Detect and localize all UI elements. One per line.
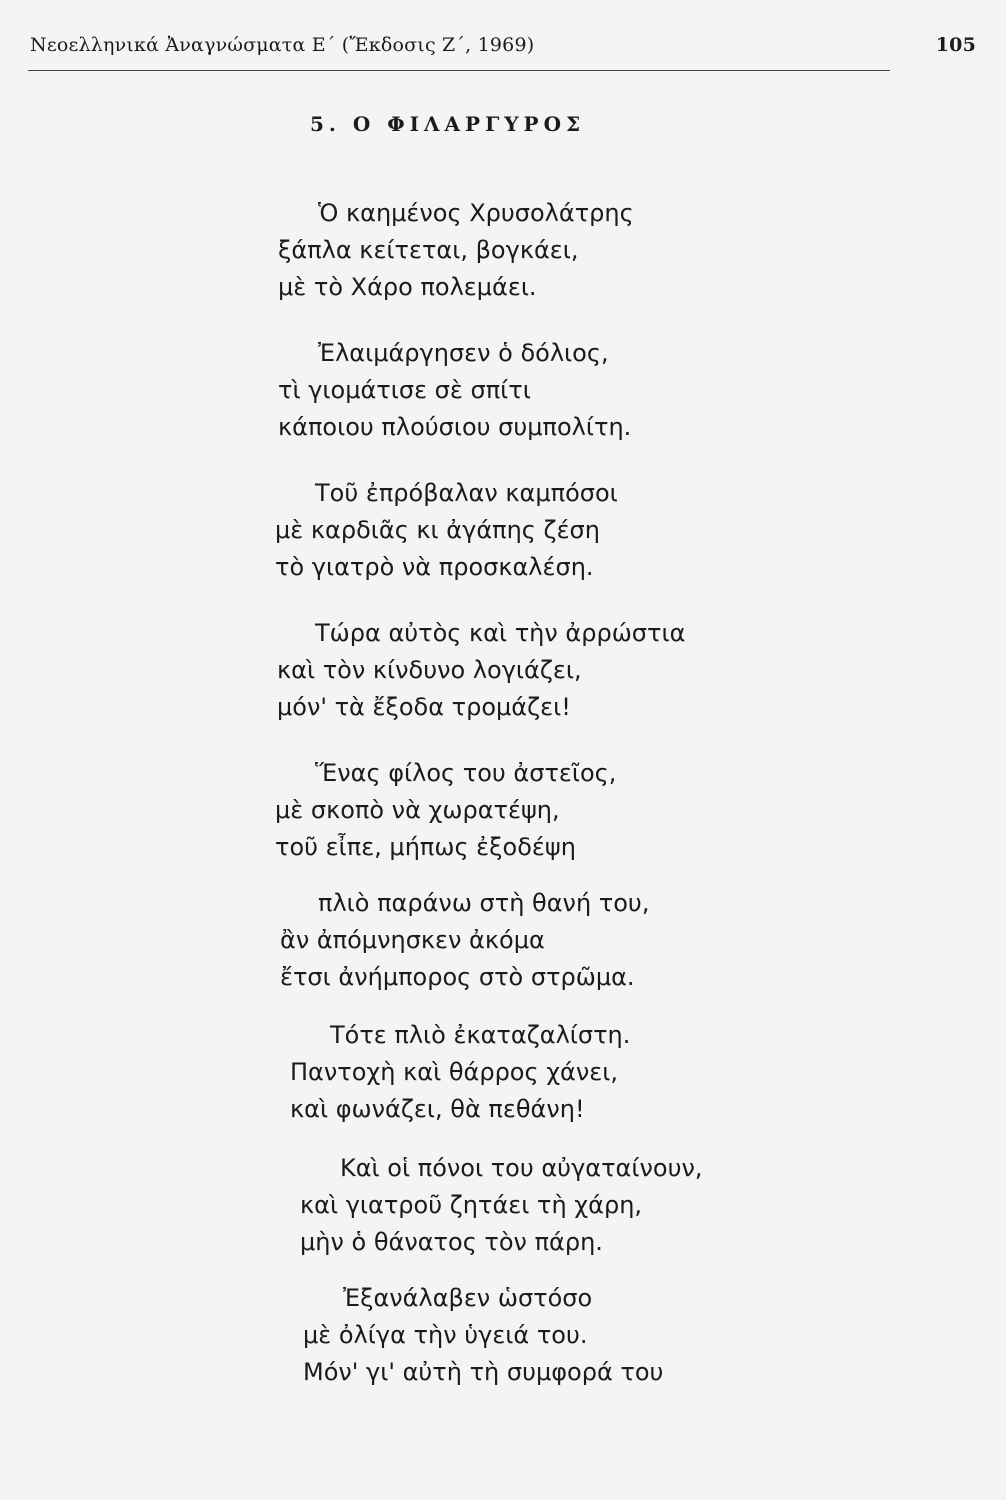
poem-line: ἔτσι ἀνήμπορος στὸ στρῶμα. <box>280 963 635 991</box>
poem-line: Τοῦ ἐπρόβαλαν καμπόσοι <box>315 479 618 507</box>
poem-line: μὴν ὁ θάνατος τὸν πάρη. <box>300 1228 603 1256</box>
poem-line: καὶ φωνάζει, θὰ πεθάνη! <box>290 1095 585 1123</box>
poem-line: μὲ τὸ Χάρο πολεμάει. <box>278 273 537 301</box>
poem-line: μόν' τὰ ἔξοδα τρομάζει! <box>277 693 571 721</box>
poem-line: πλιὸ παράνω στὴ θανή του, <box>318 889 650 917</box>
poem-line: μὲ σκοπὸ νὰ χωρατέψη, <box>275 796 560 824</box>
running-header <box>30 34 976 64</box>
poem-line: Μόν' γι' αὐτὴ τὴ συμφορά του <box>303 1358 664 1386</box>
poem-line: ἂν ἀπόμνησκεν ἀκόμα <box>280 926 545 954</box>
poem-line: μὲ ὀλίγα τὴν ὑγειά του. <box>303 1321 588 1349</box>
poem-line: τὶ γιομάτισε σὲ σπίτι <box>278 376 531 404</box>
header-rule <box>28 70 890 71</box>
poem-title: 5. Ο ΦΙΛΑΡΓΥΡΟΣ <box>310 112 586 136</box>
page-number: 105 <box>935 34 976 56</box>
poem-line: καὶ τὸν κίνδυνο λογιάζει, <box>277 656 582 684</box>
poem-line: Ἕνας φίλος του ἀστεῖος, <box>315 759 617 787</box>
poem-line: κάποιου πλούσιου συμπολίτη. <box>278 413 632 441</box>
poem-line: Τότε πλιὸ ἐκαταζαλίστη. <box>330 1021 631 1049</box>
poem-line: Ἐλαιμάργησεν ὁ δόλιος, <box>318 339 609 367</box>
poem-line: Παντοχὴ καὶ θάρρος χάνει, <box>290 1058 619 1086</box>
poem-line: μὲ καρδιᾶς κι ἀγάπης ζέση <box>275 516 600 544</box>
poem-line: Ἐξανάλαβεν ὡστόσο <box>343 1284 593 1312</box>
running-title: Νεοελληνικά Ἀναγνώσματα Ε΄ (Ἔκδοσις Ζ΄, 1969) <box>30 34 535 56</box>
poem-line: Τώρα αὐτὸς καὶ τὴν ἀρρώστια <box>315 619 686 647</box>
poem-line: Καὶ οἱ πόνοι του αὐγαταίνουν, <box>340 1154 703 1182</box>
poem-line: τοῦ εἶπε, μήπως ἐξοδέψη <box>275 833 576 861</box>
poem-line: Ὁ καημένος Χρυσολάτρης <box>318 199 634 227</box>
poem-line: τὸ γιατρὸ νὰ προσκαλέση. <box>275 553 594 581</box>
poem-line: ξάπλα κείτεται, βογκάει, <box>278 236 579 264</box>
poem-line: καὶ γιατροῦ ζητάει τὴ χάρη, <box>300 1191 643 1219</box>
